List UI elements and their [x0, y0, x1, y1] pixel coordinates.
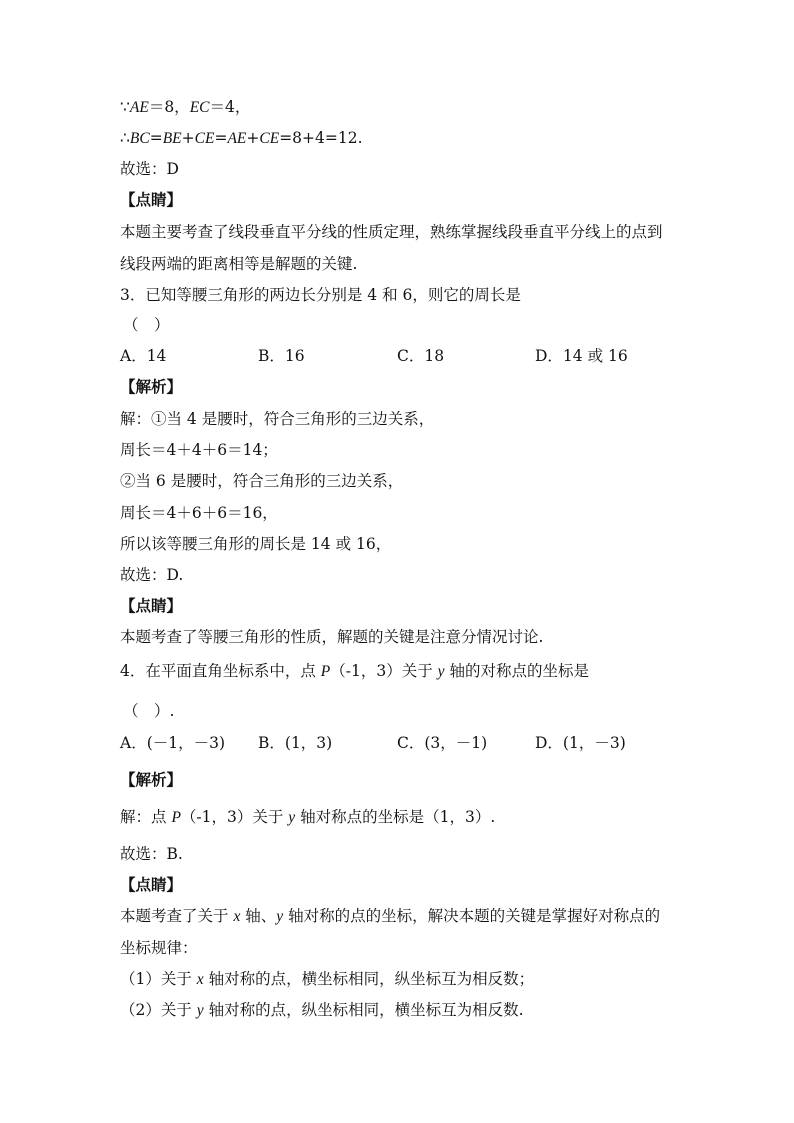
q3-solution-line-5: 所以该等腰三角形的周长是 14 或 16， — [120, 535, 392, 553]
q3-solution-line-1: 解：①当 4 是腰时，符合三角形的三边关系， — [120, 410, 435, 428]
q3-option-a: A．14 — [120, 347, 167, 365]
q3-solution-line-6: 故选：D. — [120, 566, 184, 584]
q3-option-b: B．16 — [258, 347, 305, 365]
q4-dianjing-line1: 本题考查了关于 x 轴、y 轴对称的点的坐标，解决本题的关键是掌握好对称点的 — [120, 907, 661, 925]
therefore-line: ∴BC=BE+CE=AE+CE=8+4=12. — [120, 129, 363, 147]
q2-dianjing-line2: 线段两端的距离相等是解题的关键. — [120, 255, 358, 273]
q4-option-b: B．(1，3) — [258, 734, 333, 752]
q4-option-c: C．(3，－1) — [397, 734, 488, 752]
q4-jiexi-header: 【解析】 — [120, 770, 183, 789]
q3-solution-line-4: 周长＝4＋6＋6＝16， — [120, 504, 278, 522]
q4-option-d: D．(1，－3) — [535, 734, 626, 752]
q4-dianjing-header: 【点睛】 — [120, 875, 183, 894]
q3-option-d: D．14 或 16 — [535, 347, 628, 365]
q4-bracket: （ ）. — [123, 702, 175, 720]
q3-stem: 3．已知等腰三角形的两边长分别是 4 和 6，则它的周长是 — [120, 286, 521, 304]
q4-solution: 解：点 P（-1，3）关于 y 轴对称点的坐标是（1，3）. — [120, 808, 496, 826]
q3-jiexi-header: 【解析】 — [120, 377, 183, 396]
q3-bracket: （ ） — [123, 316, 170, 334]
q4-rule-2: （2）关于 y 轴对称的点，纵坐标相同，横坐标互为相反数. — [120, 1001, 524, 1019]
q2-dianjing-line1: 本题主要考查了线段垂直平分线的性质定理，熟练掌握线段垂直平分线上的点到 — [120, 223, 663, 241]
q3-dianjing: 本题考查了等腰三角形的性质，解题的关键是注意分情况讨论. — [120, 628, 544, 646]
q4-stem: 4．在平面直角坐标系中，点 P（-1，3）关于 y 轴的对称点的坐标是 — [120, 662, 589, 680]
q3-dianjing-header: 【点睛】 — [120, 596, 183, 615]
q4-answer: 故选：B. — [120, 845, 183, 863]
given-line: ∵AE＝8，EC＝4， — [120, 98, 251, 116]
q3-option-c: C．18 — [397, 347, 445, 365]
q3-solution-line-3: ②当 6 是腰时，符合三角形的三边关系， — [120, 472, 404, 490]
q3-solution-line-2: 周长＝4＋4＋6＝14； — [120, 441, 278, 459]
q4-option-a: A．(－1，－3) — [120, 734, 226, 752]
q2-answer: 故选：D — [120, 160, 179, 178]
q4-dianjing-line2: 坐标规律： — [120, 939, 198, 957]
q4-rule-1: （1）关于 x 轴对称的点，横坐标相同，纵坐标互为相反数； — [120, 970, 535, 988]
q2-dianjing-header: 【点睛】 — [120, 190, 183, 209]
